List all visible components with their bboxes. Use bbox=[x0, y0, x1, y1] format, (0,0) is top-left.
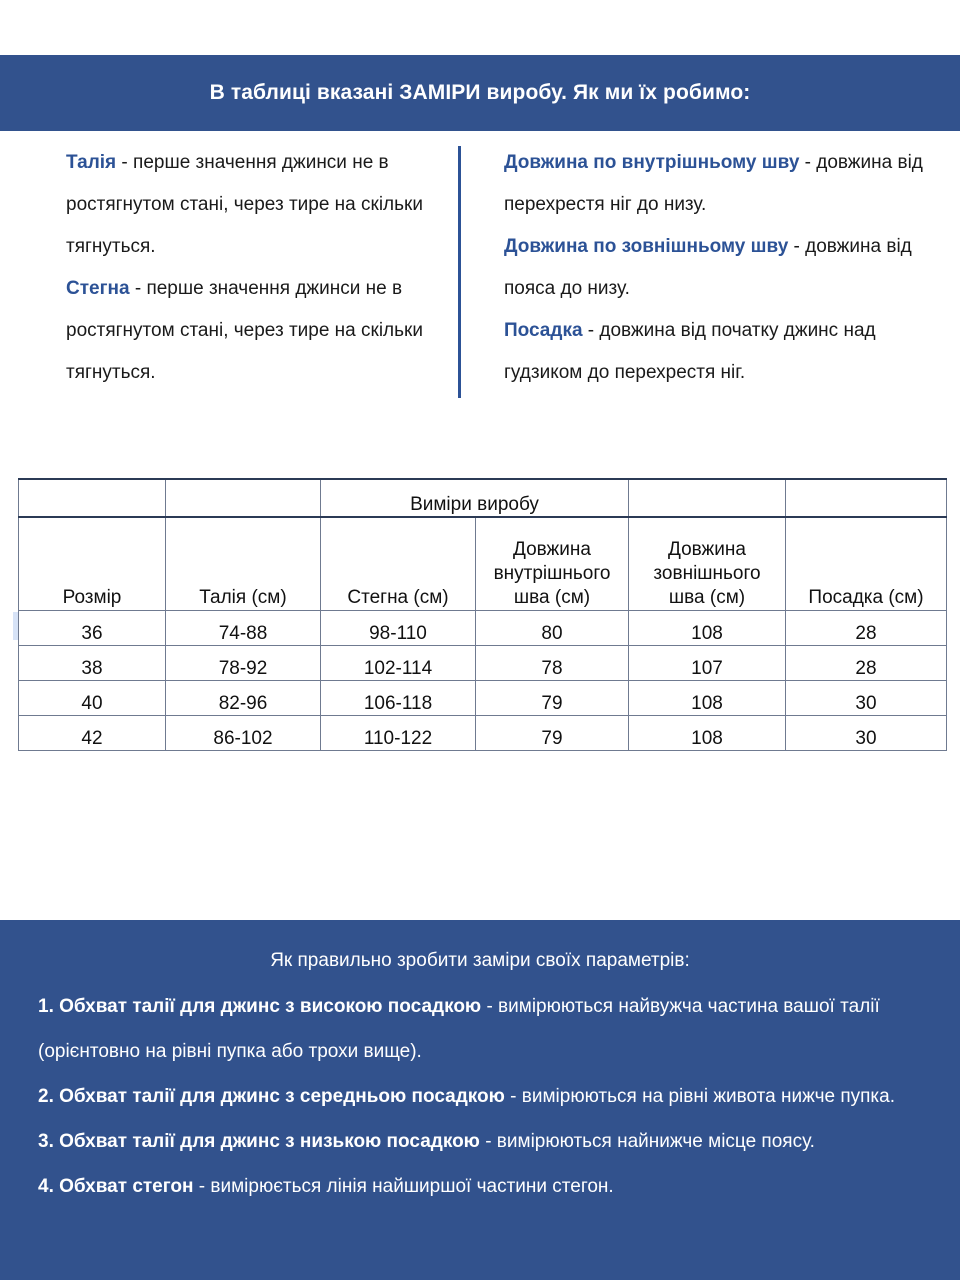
instruction-item-2 bbox=[38, 1074, 922, 1119]
term-text-waist: - перше значення джинси не в ростягнутом стані, через тире на скільки тягнуться. bbox=[66, 152, 423, 257]
instruction-item-4 bbox=[38, 1164, 922, 1209]
cell-waist: 74-88 bbox=[166, 611, 321, 646]
cell-outseam: 108 bbox=[629, 611, 786, 646]
column-header-size: Розмір bbox=[19, 517, 166, 611]
table-row bbox=[19, 611, 947, 646]
instruction-2-rest: - вимірюються на рівні живота нижче пупка. bbox=[504, 1086, 895, 1107]
table-row bbox=[19, 646, 947, 681]
explanation-item-waist bbox=[66, 142, 446, 268]
cell-inseam: 79 bbox=[476, 716, 629, 751]
table-row bbox=[19, 681, 947, 716]
column-header-hips: Стегна (см) bbox=[321, 517, 476, 611]
instruction-2-bold: 2. Обхват талії для джинс з середньою посадкою bbox=[38, 1086, 505, 1107]
term-label-outseam: Довжина по зовнішньому шву bbox=[504, 236, 789, 257]
instruction-3-rest: - вимірюються найнижче місце поясу. bbox=[479, 1131, 815, 1152]
top-banner-title: В таблиці вказані ЗАМІРИ виробу. Як ми їх робимо: bbox=[209, 81, 751, 104]
top-banner bbox=[0, 55, 960, 131]
explanation-column-right bbox=[504, 142, 924, 394]
column-divider bbox=[458, 146, 461, 398]
bottom-banner bbox=[0, 920, 960, 1280]
column-header-inseam bbox=[476, 517, 629, 611]
cell-size: 36 bbox=[19, 611, 166, 646]
instruction-3-bold: 3. Обхват талії для джинс з низькою посадкою bbox=[38, 1131, 480, 1152]
instruction-4-bold: 4. Обхват стегон bbox=[38, 1176, 194, 1197]
cell-waist: 82-96 bbox=[166, 681, 321, 716]
cell-inseam: 79 bbox=[476, 681, 629, 716]
cell-rise: 30 bbox=[786, 716, 947, 751]
cell-outseam: 108 bbox=[629, 716, 786, 751]
table-row bbox=[19, 716, 947, 751]
term-label-waist: Талія bbox=[66, 152, 117, 173]
cell-hips: 106-118 bbox=[321, 681, 476, 716]
cell-hips: 102-114 bbox=[321, 646, 476, 681]
merged-header-cell-6 bbox=[786, 479, 947, 517]
explanation-section bbox=[0, 142, 960, 412]
column-header-rise: Посадка (см) bbox=[786, 517, 947, 611]
cell-inseam: 78 bbox=[476, 646, 629, 681]
column-header-waist: Талія (см) bbox=[166, 517, 321, 611]
term-text-outseam: - довжина від пояса до низу. bbox=[504, 236, 912, 299]
cell-waist: 86-102 bbox=[166, 716, 321, 751]
merged-header-cell-2 bbox=[166, 479, 321, 517]
term-text-rise: - довжина від початку джинс над гудзиком до перехрестя ніг. bbox=[504, 320, 876, 383]
instruction-item-1 bbox=[38, 984, 922, 1074]
term-label-rise: Посадка bbox=[504, 320, 583, 341]
cell-rise: 28 bbox=[786, 646, 947, 681]
cell-inseam: 80 bbox=[476, 611, 629, 646]
explanation-item-rise bbox=[504, 310, 924, 394]
merged-header-title: Виміри виробу bbox=[321, 479, 629, 517]
instruction-4-rest: - вимірюється лінія найширшої частини стегон. bbox=[193, 1176, 614, 1197]
cell-size: 40 bbox=[19, 681, 166, 716]
explanation-item-inseam bbox=[504, 142, 924, 226]
column-header-outseam-line3: шва (см) bbox=[668, 587, 746, 608]
term-text-hips: - перше значення джинси не в ростягнутом стані, через тире на скільки тягнуться. bbox=[66, 278, 423, 383]
instruction-1-bold: 1. Обхват талії для джинс з високою посадкою bbox=[38, 996, 482, 1017]
column-header-inseam-line2: внутрішнього bbox=[493, 563, 611, 584]
term-label-hips: Стегна bbox=[66, 278, 130, 299]
term-text-inseam: - довжина від перехрестя ніг до низу. bbox=[504, 152, 923, 215]
cell-size: 42 bbox=[19, 716, 166, 751]
cell-hips: 98-110 bbox=[321, 611, 476, 646]
column-header-inseam-line1: Довжина bbox=[513, 539, 591, 560]
measurement-instructions-list bbox=[0, 974, 960, 1209]
bottom-banner-title: Як правильно зробити заміри своїх параметрів: bbox=[270, 950, 690, 971]
instruction-1-rest: - вимірюються найвужча частина вашої талії (орієнтовно на рівні пупка або трохи вище). bbox=[38, 996, 880, 1062]
explanation-item-outseam bbox=[504, 226, 924, 310]
cell-waist: 78-92 bbox=[166, 646, 321, 681]
explanation-item-hips bbox=[66, 268, 446, 394]
explanation-column-left bbox=[66, 142, 446, 394]
cell-outseam: 107 bbox=[629, 646, 786, 681]
cell-size: 38 bbox=[19, 646, 166, 681]
term-label-inseam: Довжина по внутрішньому шву bbox=[504, 152, 800, 173]
instruction-item-3 bbox=[38, 1119, 922, 1164]
merged-header-cell-1 bbox=[19, 479, 166, 517]
column-header-outseam bbox=[629, 517, 786, 611]
cell-rise: 30 bbox=[786, 681, 947, 716]
merged-header-cell-5 bbox=[629, 479, 786, 517]
size-table-wrapper bbox=[18, 478, 946, 751]
cell-hips: 110-122 bbox=[321, 716, 476, 751]
column-header-inseam-line3: шва (см) bbox=[513, 587, 591, 608]
table-merged-header-row bbox=[19, 479, 947, 517]
table-header-row bbox=[19, 517, 947, 611]
column-header-outseam-line2: зовнішнього bbox=[653, 563, 761, 584]
column-header-outseam-line1: Довжина bbox=[668, 539, 746, 560]
cell-outseam: 108 bbox=[629, 681, 786, 716]
cell-rise: 28 bbox=[786, 611, 947, 646]
size-table bbox=[18, 478, 947, 751]
